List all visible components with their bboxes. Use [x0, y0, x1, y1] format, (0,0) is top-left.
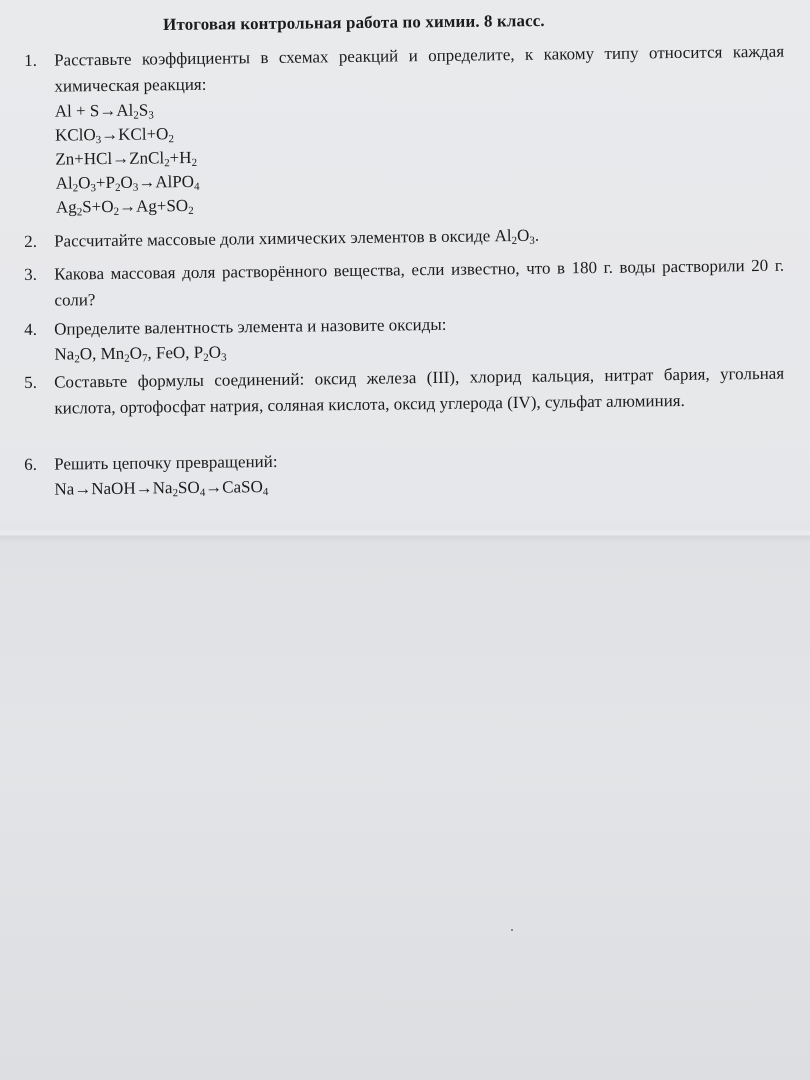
question-2 [24, 220, 784, 255]
equation-2: $KClO_3\to KCl+O_2$ [54, 124, 175, 147]
question-text: Составьте формулы соединений: оксид железа (III), хлорид кальция, нитрат бария, угольная кислота, ортофосфат натрия, соляная кислота, оксид углерода (IV), сульфат алюминия. [54, 363, 785, 418]
question-1 [24, 39, 786, 220]
question-number: 3. [24, 264, 38, 284]
question-5 [24, 361, 785, 422]
question-number: 2. [24, 231, 38, 251]
equation-4: $Al_2O_3+P_2O_3\to AlPO_4$ [55, 171, 200, 195]
question-number: 4. [24, 319, 38, 339]
equation-1: $Al + S\to Al_2S_3$ [54, 100, 154, 122]
paper-speck [511, 929, 513, 931]
question-number: 5. [24, 372, 38, 392]
question-text: Какова массовая доля растворённого вещества, если известно, что в 180 г. воды растворили 20 г. соли? [54, 255, 785, 310]
question-text: Решить цепочку превращений: [54, 451, 278, 474]
question-text: Расставьте коэффициенты в схемах реакций и определите, к какому типу относится каждая химическая реакция: [54, 41, 785, 96]
question-number: 1. [24, 50, 38, 70]
equation-5: $Ag_2S+O_2\to Ag+SO_2$ [55, 196, 194, 219]
reaction-chain: $Na\to NaOH\to Na_2SO_4\to CaSO_4$ [54, 477, 269, 500]
question-number: 6. [24, 454, 38, 474]
question-6 [24, 443, 785, 502]
question-text: Определите валентность элемента и назовите оксиды: [54, 314, 447, 339]
question-3 [24, 253, 785, 314]
oxide-formulas: $Na_2O$, $Mn_2O_7$, FeO, $P_2O_3$ [54, 342, 227, 366]
equation-3: $Zn+HCl\to ZnCl_2+H_2$ [55, 147, 198, 170]
question-4 [24, 308, 785, 367]
paper-fold [0, 528, 810, 542]
question-text: Рассчитайте массовые доли химических элементов в оксиде $Al_2O_3$. [54, 225, 540, 251]
page-title: Итоговая контрольная работа по химии. 8 класс. [163, 11, 545, 34]
